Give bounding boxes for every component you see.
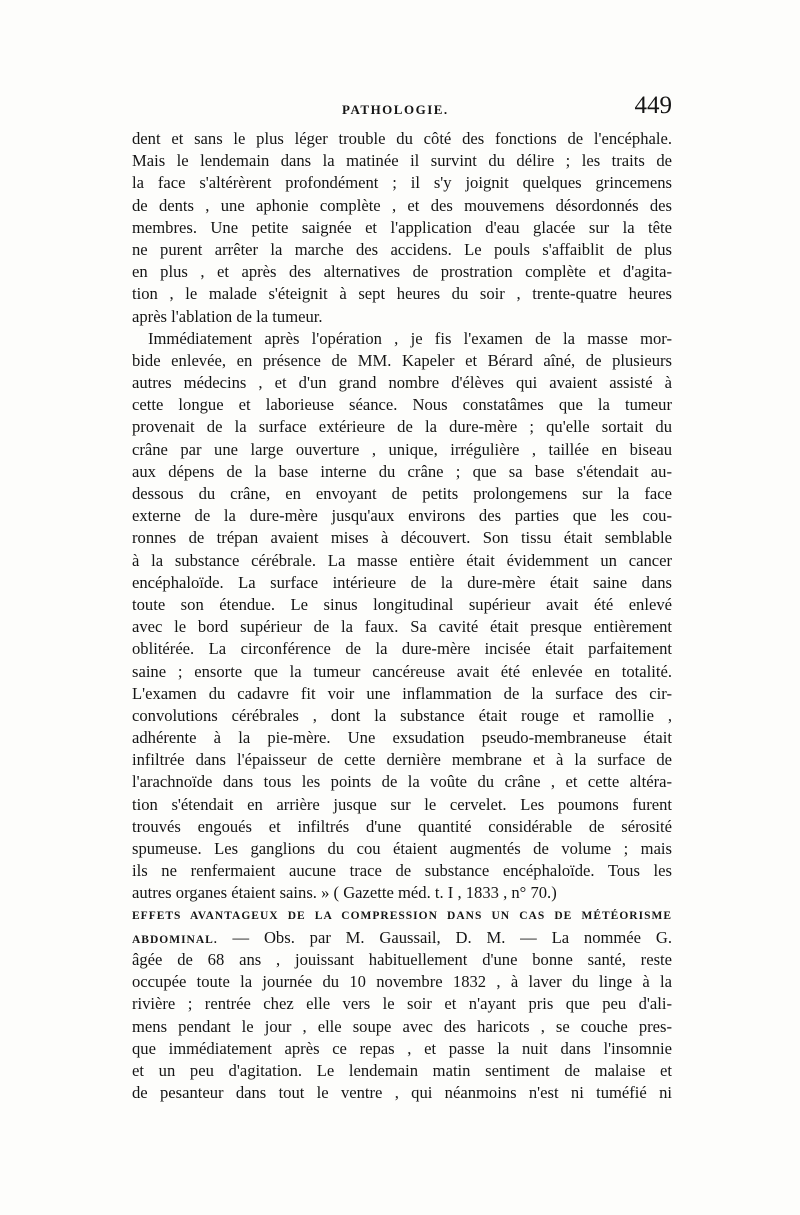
text-line: tion s'étendait en arrière jusque sur le cervelet. Les poumons furent: [132, 794, 672, 814]
text-line: Immédiatement après l'opération , je fis l'examen de la masse mor-: [148, 328, 672, 348]
text-line: que immédiatement après ce repas , et passe la nuit dans l'insomnie: [132, 1038, 672, 1058]
text-line-citation: autres organes étaient sains. » ( Gazette méd. t. I , 1833 , n° 70.): [132, 883, 557, 903]
text-line: dent et sans le plus léger trouble du côté des fonctions de l'encéphale.: [132, 129, 672, 148]
text-line: occupée toute la journée du 10 novembre 1832 , à laver du linge à la: [132, 972, 672, 992]
section-heading-continuation: [132, 927, 672, 949]
text-line: rivière ; rentrée chez elle vers le soir et n'ayant pris que peu d'ali-: [132, 994, 672, 1014]
running-head: PATHOLOGIE.: [342, 102, 449, 117]
text-line: oblitérée. La circonférence de la dure-mère incisée était parfaitement: [132, 639, 672, 659]
text-line: ne purent arrêter la marche des accidens. Le pouls s'affaiblit de plus: [132, 239, 672, 259]
text-line: ils ne renfermaient aucune trace de substance encéphaloïde. Tous les: [132, 861, 672, 881]
text-line: avec le bord supérieur de la faux. Sa cavité était presque entièrement: [132, 617, 672, 637]
section-byline: — Obs. par M. Gaussail, D. M. — La nommée G.: [217, 927, 672, 947]
text-line: en plus , et après des alternatives de prostration complète et d'agita-: [132, 262, 672, 282]
text-line: l'arachnoïde dans tous les points de la voûte du crâne , et cette altéra-: [132, 772, 672, 792]
text-line: de dents , une aphonie complète , et des mouvemens désordonnés des: [132, 195, 672, 215]
text-line: et un peu d'agitation. Le lendemain matin sentiment de malaise et: [132, 1060, 672, 1080]
text-line: tion , le malade s'éteignit à sept heures du soir , trente-quatre heures: [132, 284, 672, 304]
text-line: adhérente à la pie-mère. Une exsudation pseudo-membraneuse était: [132, 728, 672, 748]
page-header: [132, 92, 672, 128]
text-line: la face s'altérèrent profondément ; il s'y joignit quelques grincemens: [132, 173, 672, 193]
body-text: [132, 128, 672, 1104]
text-line: âgée de 68 ans , jouissant habituellement d'une bonne santé, reste: [132, 949, 672, 969]
text-line: spumeuse. Les ganglions du cou étaient augmentés de volume ; mais: [132, 839, 672, 858]
text-line: L'examen du cadavre fit voir une inflammation de la surface des cir-: [132, 683, 672, 703]
text-line: cette longue et laborieuse séance. Nous constatâmes que la tumeur: [132, 395, 672, 415]
text-line: de pesanteur dans tout le ventre , qui néanmoins n'est ni tuméfié ni: [132, 1083, 672, 1103]
text-line: membres. Une petite saignée et l'application d'eau glacée sur la tête: [132, 217, 672, 237]
text-line: crâne par une large ouverture , unique, irrégulière , taillée en biseau: [132, 439, 672, 459]
text-line: bide enlevée, en présence de MM. Kapeler et Bérard aîné, de plusieurs: [132, 350, 672, 370]
text-line: dessous du crâne, en envoyant de petits prolongemens sur la face: [132, 484, 672, 503]
text-line: saine ; ensorte que la tumeur cancéreuse avait été enlevée en totalité.: [132, 661, 672, 681]
text-line: infiltrée dans l'épaisseur de cette dernière membrane et à la surface de: [132, 750, 672, 770]
text-line: encéphaloïde. La surface intérieure de la dure-mère était saine dans: [132, 572, 672, 592]
text-line: à la substance cérébrale. La masse entière était évidemment un cancer: [132, 550, 672, 570]
text-line: provenait de la surface extérieure de la dure-mère ; qu'elle sortait du: [132, 417, 672, 437]
text-line: mens pendant le jour , elle soupe avec des haricots , se couche pres-: [132, 1016, 672, 1036]
text-line: convolutions cérébrales , dont la substance était rouge et ramollie ,: [132, 705, 672, 725]
text-line: après l'ablation de la tumeur.: [132, 306, 323, 326]
text-line: aux dépens de la base interne du crâne ; que sa base s'étendait au-: [132, 461, 672, 481]
text-line: Mais le lendemain dans la matinée il survint du délire ; les traits de: [132, 151, 672, 171]
text-line: toute son étendue. Le sinus longitudinal supérieur avait été enlevé: [132, 594, 672, 614]
section-heading: EFFETS AVANTAGEUX DE LA COMPRESSION DANS UN CAS DE MÉTÉORISME: [132, 909, 672, 922]
page-number: 449: [634, 92, 672, 119]
text-line: ronnes de trépan avaient mises à découvert. Son tissu était semblable: [132, 528, 672, 548]
text-line: autres médecins , et d'un grand nombre d'élèves qui avaient assisté à: [132, 373, 672, 393]
section-heading-caps: ABDOMINAL.: [132, 933, 218, 946]
text-line: trouvés engoués et infiltrés d'une quantité considérable de sérosité: [132, 816, 672, 836]
text-line: externe de la dure-mère jusqu'aux environs des parties que les cou-: [132, 506, 672, 526]
